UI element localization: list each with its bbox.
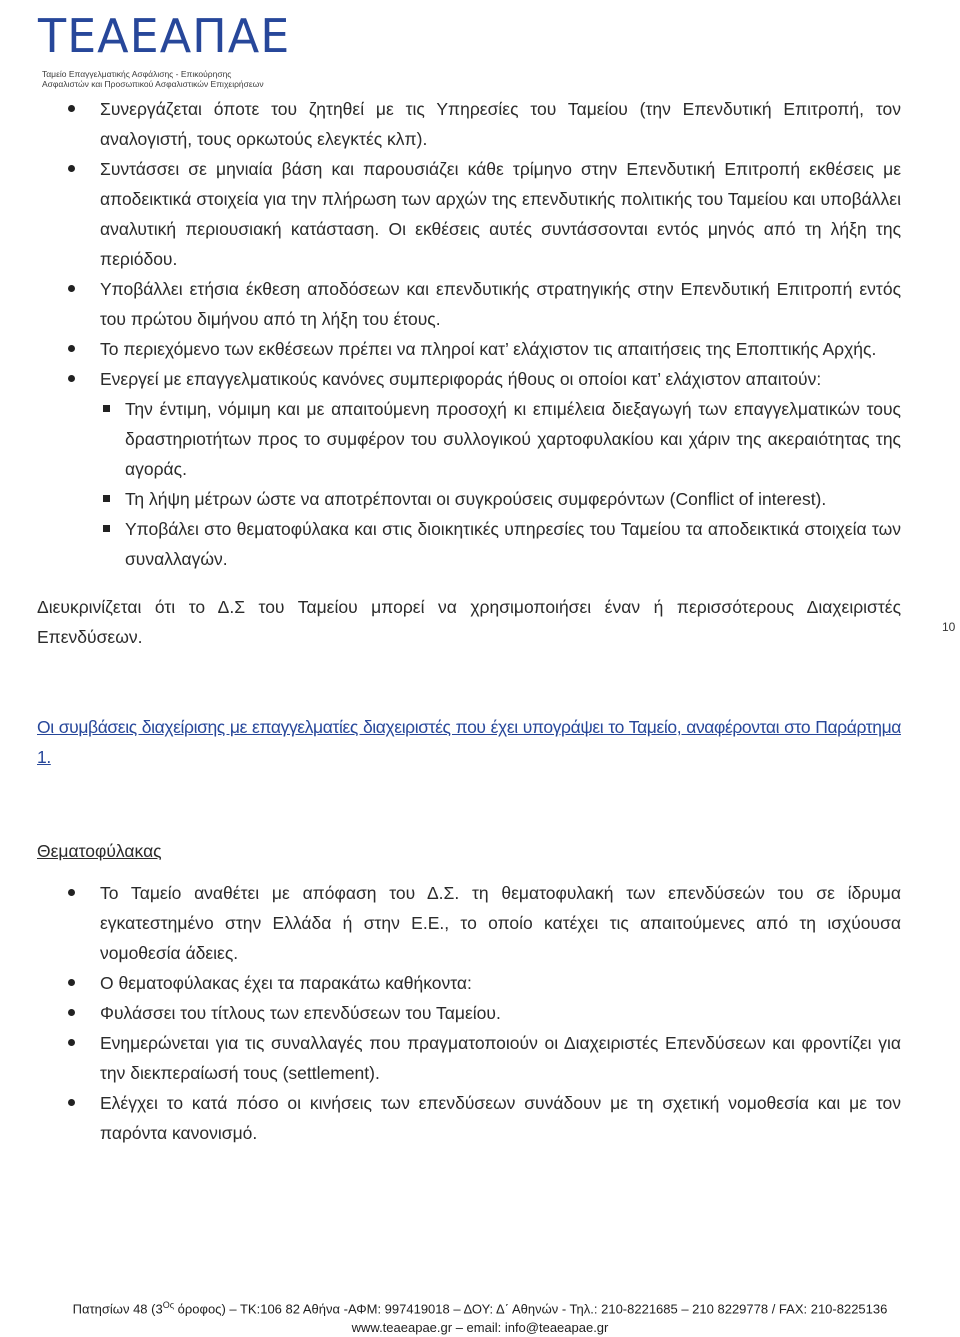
list-item: [37, 998, 901, 1028]
list-item-text: Ενεργεί με επαγγελματικούς κανόνες συμπεριφοράς ήθους οι οποίοι κατ’ ελάχιστον απαιτούν:: [100, 369, 822, 389]
bullet-icon: [68, 105, 75, 112]
list-item: [37, 334, 901, 364]
list-item: [37, 878, 901, 968]
bullet-icon: [68, 345, 75, 352]
list-item: [37, 94, 901, 154]
footer-floor-sup: Ος: [162, 1300, 175, 1310]
sub-bullet-list: [100, 394, 901, 574]
bullet-icon: [68, 165, 75, 172]
bullet-icon: [68, 285, 75, 292]
page-number: 10: [942, 620, 956, 634]
logo-tagline-1: Ταμείο Επαγγελματικής Ασφάλισης - Επικούρησης: [42, 69, 232, 79]
list-item-text: Ελέγχει το κατά πόσο οι κινήσεις των επενδύσεων συνάδουν με τη σχετική νομοθεσία και με τον παρόντα κανονισμό.: [100, 1093, 901, 1143]
list-item-text: Συνεργάζεται όποτε του ζητηθεί με τις Υπηρεσίες του Ταμείου (την Επενδυτική Επιτροπή, τον αναλογιστή, τους ορκωτούς ελεγκτές κλπ).: [100, 99, 901, 149]
bullet-list-top: [37, 94, 901, 574]
list-item: [37, 274, 901, 334]
logo-wordmark: ΤΕΑΕΑΠΑΕ: [38, 9, 291, 63]
bullet-list-bottom: [37, 878, 901, 1148]
list-item-text: Το Ταμείο αναθέτει με απόφαση του Δ.Σ. τη θεματοφυλακή των επενδύσεών του σε ίδρυμα εγκατεστημένο στην Ελλάδα ή στην Ε.Ε., το οποίο κατέχει τις απαιτούμενες από τη ισχύουσα νομοθεσία άδειες.: [100, 883, 901, 963]
sub-list-item-text: Την έντιμη, νόμιμη και με απαιτούμενη προσοχή κι επιμέλεια διεξαγωγή των επαγγελματικών τους δραστηριοτήτων προς το συμφέρον του συλλογικού χαρτοφυλακίου και χάριν της ακεραιότητας της αγοράς.: [125, 399, 901, 479]
list-item-text: Φυλάσσει του τίτλους των επενδύσεων του Ταμείου.: [100, 1003, 501, 1023]
logo-tagline-2: Ασφαλιστών και Προσωπικού Ασφαλιστικών Επιχειρήσεων: [42, 79, 264, 89]
footer-contact[interactable]: www.teaeapae.gr – email: info@teaeapae.gr: [351, 1320, 609, 1336]
footer-address-end: όροφος) – ΤΚ:106 82 Αθήνα -ΑΦΜ: 997419018 – ΔΟΥ: Δ΄ Αθηνών - Τηλ.: 210-8221685 – 210 8229778 / FAX: 210-8225136: [174, 1301, 888, 1317]
contracts-link[interactable]: Οι συμβάσεις διαχείρισης με επαγγελματίες διαχειριστές που έχει υπογράψει το Ταμείο, αναφέρονται στο Παράρτημα 1.: [37, 717, 901, 767]
bullet-icon: [68, 375, 75, 382]
sub-list-item: [100, 484, 901, 514]
list-item: [37, 1028, 901, 1088]
list-item: [37, 968, 901, 998]
sub-list-item: [100, 394, 901, 484]
bullet-icon: [68, 1009, 75, 1016]
list-item: [37, 154, 901, 274]
list-item-text: Ενημερώνεται για τις συναλλαγές που πραγματοποιούν οι Διαχειριστές Επενδύσεων και φροντίζει για την διεκπεραίωσή τους (settlement).: [100, 1033, 901, 1083]
sub-list-item: [100, 514, 901, 574]
list-item-text: Το περιεχόμενο των εκθέσεων πρέπει να πληροί κατ’ ελάχιστον τις απαιτήσεις της Εποπτικής Αρχής.: [100, 339, 877, 359]
square-bullet-icon: [103, 405, 110, 412]
square-bullet-icon: [103, 495, 110, 502]
sub-list-item-text: Τη λήψη μέτρων ώστε να αποτρέπονται οι συγκρούσεις συμφερόντων (Conflict of interest).: [125, 489, 827, 509]
bullet-icon: [68, 889, 75, 896]
list-item: [37, 364, 901, 574]
footer-address: [0, 1296, 960, 1318]
list-item-text: Υποβάλλει ετήσια έκθεση αποδόσεων και επενδυτικής στρατηγικής στην Επενδυτική Επιτροπή εντός του πρώτου διμήνου από τη λήξη του έτους.: [100, 279, 901, 329]
logo: [38, 4, 291, 89]
document-body: [37, 94, 901, 1148]
bullet-icon: [68, 1039, 75, 1046]
paragraph-managers: Διευκρινίζεται ότι το Δ.Σ του Ταμείου μπορεί να χρησιμοποιήσει έναν ή περισσότερους Διαχειριστές Επενδύσεων.: [37, 597, 901, 647]
page-footer: [0, 1296, 960, 1337]
footer-address-start: Πατησίων 48 (3: [72, 1301, 163, 1317]
list-item-text: Συντάσσει σε μηνιαία βάση και παρουσιάζει κάθε τρίμηνο στην Επενδυτική Επιτροπή εκθέσεις με αποδεικτικά στοιχεία για την πλήρωση των αρχών της επενδυτικής πολιτικής του Ταμείου και υποβάλλει αναλυτική περιουσιακή κατάσταση. Οι εκθέσεις αυτές συντάσσονται εντός μηνός από τη λήξη της περιόδου.: [100, 159, 901, 269]
square-bullet-icon: [103, 525, 110, 532]
bullet-icon: [68, 979, 75, 986]
list-item-text: Ο θεματοφύλακας έχει τα παρακάτω καθήκοντα:: [100, 973, 472, 993]
list-item: [37, 1088, 901, 1148]
sub-list-item-text: Υποβάλει στο θεματοφύλακα και στις διοικητικές υπηρεσίες του Ταμείου τα αποδεικτικά στοιχεία των συναλλαγών.: [125, 519, 901, 569]
section-heading-custodian: Θεματοφύλακας: [37, 841, 162, 861]
bullet-icon: [68, 1099, 75, 1106]
